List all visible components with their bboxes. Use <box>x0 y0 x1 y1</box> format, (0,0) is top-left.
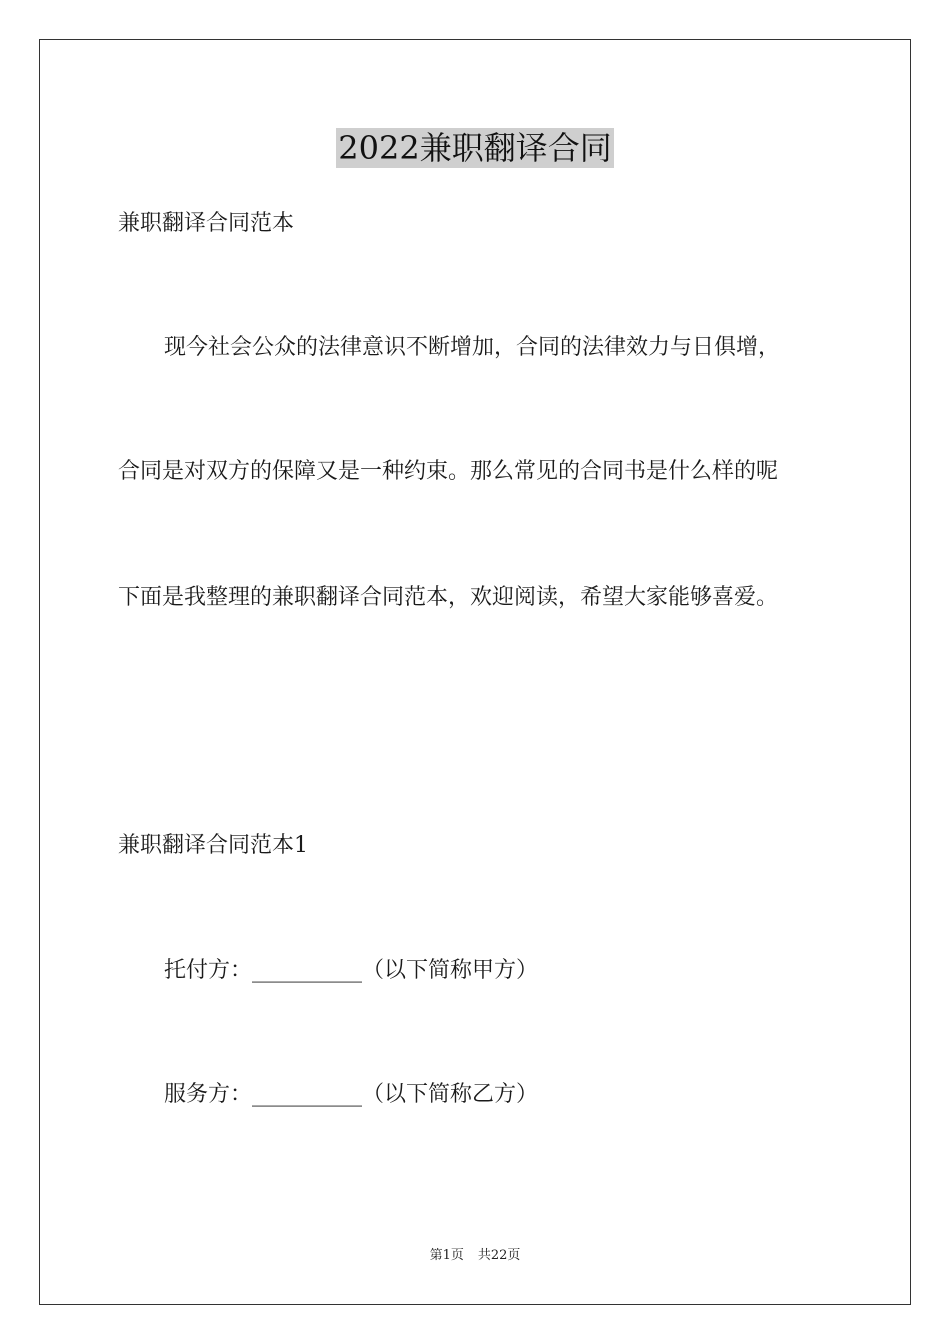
page-footer <box>0 1247 950 1265</box>
document-subtitle: 兼职翻译合同范本 <box>118 211 295 236</box>
party-b-label: 服务方： <box>164 1082 253 1107</box>
paragraph-line-2: 合同是对双方的保障又是一种约束。那么常见的合同书是什么样的呢 <box>118 459 779 484</box>
paragraph-line-1: 现今社会公众的法律意识不断增加，合同的法律效力与日俱增， <box>164 335 781 360</box>
section-heading: 兼职翻译合同范本1 <box>118 833 308 858</box>
party-a-line <box>164 957 538 985</box>
party-a-note: （以下简称甲方） <box>362 958 539 983</box>
party-a-label: 托付方： <box>164 958 253 983</box>
party-b-note: （以下简称乙方） <box>362 1082 539 1107</box>
party-b-blank: __________ <box>252 1082 363 1107</box>
party-b-line <box>164 1081 538 1109</box>
paragraph-line-3: 下面是我整理的兼职翻译合同范本，欢迎阅读，希望大家能够喜爱。 <box>118 585 779 610</box>
party-a-blank: __________ <box>252 958 363 983</box>
document-title: 2022兼职翻译合同 <box>338 129 612 167</box>
page-number-current: 第1页 <box>429 1248 464 1263</box>
page-number-total: 共22页 <box>477 1248 521 1263</box>
title-container <box>0 128 950 168</box>
